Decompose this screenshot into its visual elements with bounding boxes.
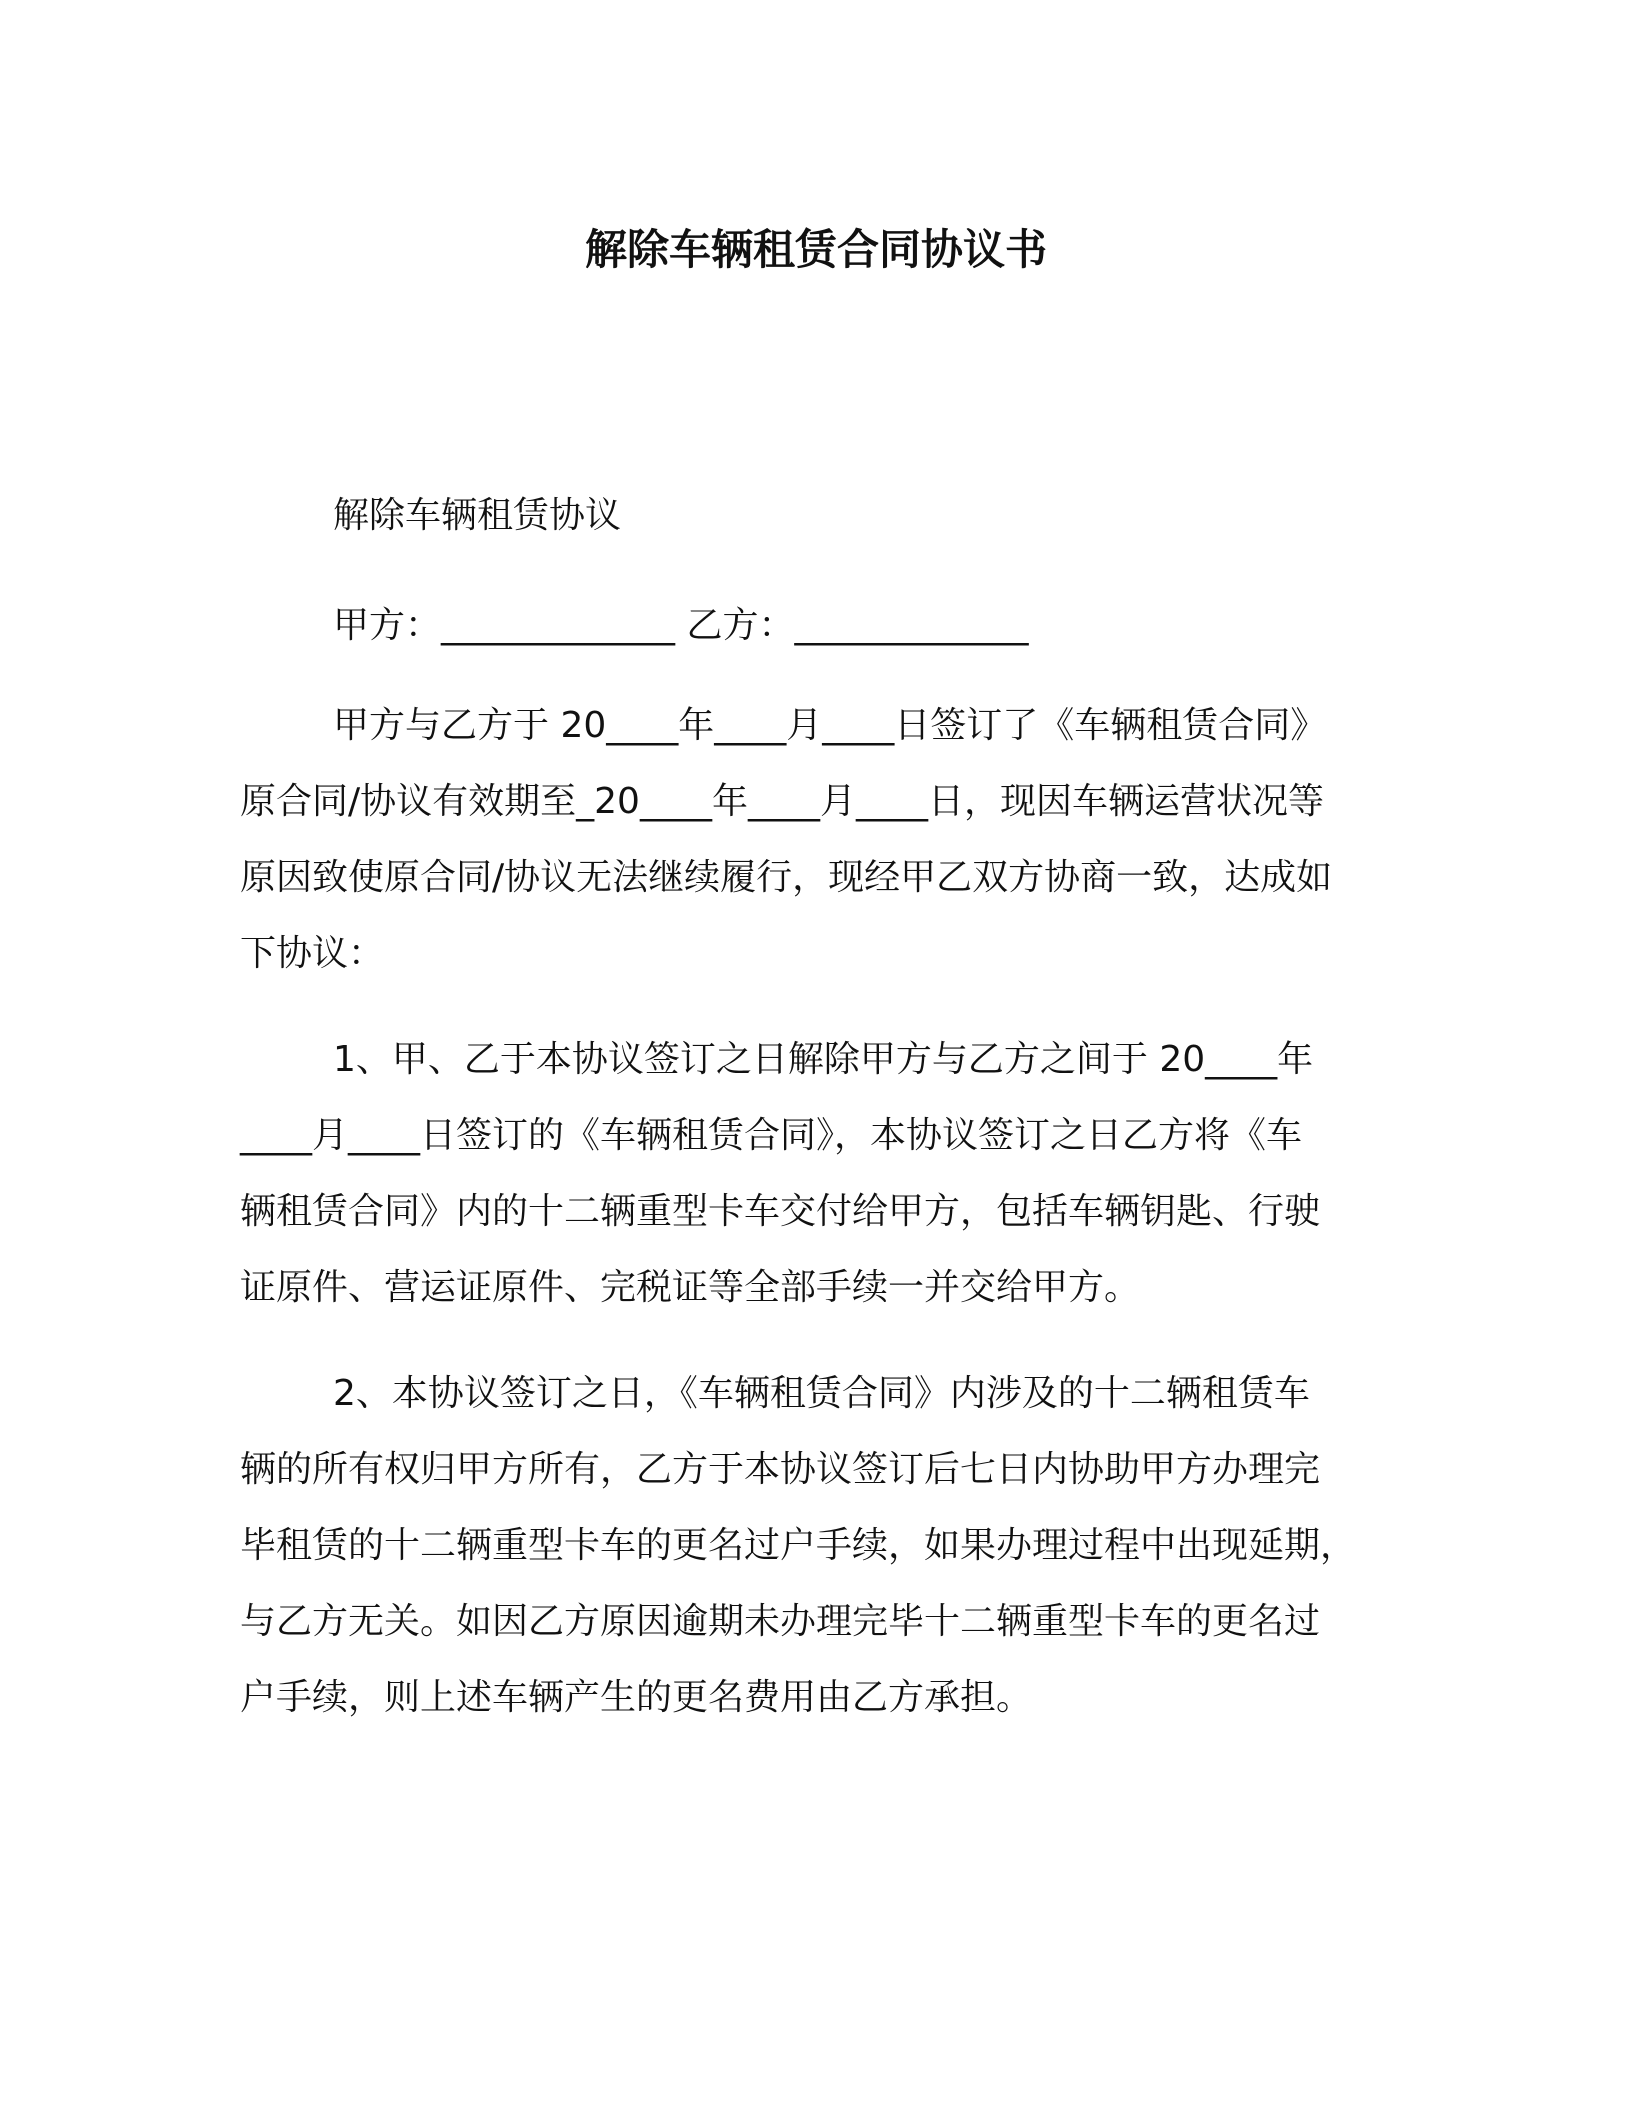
clause1-line-2: ____月____日签订的《车辆租赁合同》，本协议签订之日乙方将《车 xyxy=(240,1115,1303,1156)
clause1-line-3: 辆租赁合同》内的十二辆重型卡车交付给甲方，包括车辆钥匙、行驶 xyxy=(240,1191,1321,1232)
clause1-line-4: 证原件、营运证原件、完税证等全部手续一并交给甲方。 xyxy=(240,1267,1141,1308)
clause1-line-1: 1、甲、乙于本协议签订之日解除甲方与乙方之间于 20____年 xyxy=(333,1039,1314,1080)
intro-line-4: 下协议： xyxy=(240,933,385,974)
parties-line: 甲方：_____________ 乙方：_____________ xyxy=(333,605,1029,646)
clause2-line-5: 户手续，则上述车辆产生的更名费用由乙方承担。 xyxy=(240,1677,1033,1718)
intro-line-3: 原因致使原合同/协议无法继续履行，现经甲乙双方协商一致，达成如 xyxy=(240,857,1333,898)
clause2-line-2: 辆的所有权归甲方所有，乙方于本协议签订后七日内协助甲方办理完 xyxy=(240,1449,1321,1490)
intro-line-2: 原合同/协议有效期至_20____年____月____日，现因车辆运营状况等 xyxy=(240,781,1324,822)
clause2-line-4: 与乙方无关。如因乙方原因逾期未办理完毕十二辆重型卡车的更名过 xyxy=(240,1601,1321,1642)
clause2-line-1: 2、本协议签订之日，《车辆租赁合同》内涉及的十二辆租赁车 xyxy=(333,1373,1310,1414)
document-title: 解除车辆租赁合同协议书 xyxy=(584,225,1047,274)
clause2-line-3: 毕租赁的十二辆重型卡车的更名过户手续，如果办理过程中出现延期， xyxy=(240,1525,1357,1566)
document-subtitle: 解除车辆租赁协议 xyxy=(333,495,622,536)
intro-line-1: 甲方与乙方于 20____年____月____日签订了《车辆租赁合同》 xyxy=(333,705,1327,746)
